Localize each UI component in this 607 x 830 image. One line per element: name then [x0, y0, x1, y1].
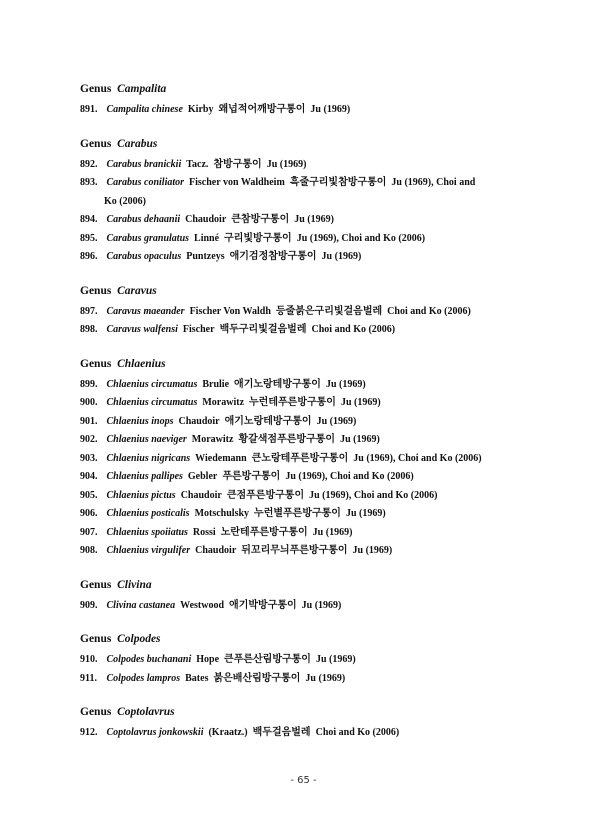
species-entry — [80, 321, 540, 340]
author-name: Puntzeys — [186, 251, 225, 262]
genus-heading — [80, 355, 540, 373]
species-name: Chlaenius spoiiatus — [106, 526, 188, 538]
genus-section — [80, 355, 540, 561]
reference: Ju (1969), Choi and Ko (2006) — [353, 452, 482, 464]
korean-name: 누런별푸른방구통이 — [254, 508, 341, 519]
author-name: Chaudoir — [195, 545, 237, 556]
genus-section — [80, 135, 540, 267]
entry-number: 899. — [80, 378, 98, 390]
species-entry — [80, 487, 540, 506]
genus-label: Genus — [80, 578, 112, 591]
genus-heading — [80, 80, 540, 98]
species-name: Chlaenius circumatus — [106, 378, 198, 390]
entry-number: 910. — [80, 654, 98, 665]
author-name: Linné — [194, 232, 220, 244]
species-name: Chlaenius virgulifer — [106, 545, 191, 556]
reference: Ju (1969) — [315, 654, 356, 665]
species-entry — [80, 156, 540, 175]
entry-number: 908. — [80, 545, 98, 556]
reference: Ju (1969) — [266, 158, 307, 170]
reference: Ju (1969) — [352, 545, 393, 556]
species-entry — [80, 670, 540, 689]
species-entry — [80, 248, 540, 267]
korean-name: 큰참방구통이 — [231, 214, 290, 225]
genus-heading — [80, 576, 540, 594]
species-name: Carabus branickii — [106, 158, 182, 170]
reference: Ju (1969), Choi and Ko (2006) — [285, 471, 414, 482]
page-number: - 65 - — [290, 775, 317, 786]
reference: Ju (1969) — [340, 434, 380, 445]
species-entry — [80, 101, 540, 120]
reference: Ju (1969) — [301, 599, 342, 611]
genus-name: Chlaenius — [117, 357, 166, 370]
reference-continuation: Ko (2006) — [104, 195, 146, 207]
entry-number: 900. — [80, 397, 98, 408]
korean-name: 참방구통이 — [213, 158, 262, 170]
korean-name: 노란테푸른방구통이 — [220, 526, 308, 538]
species-entry — [80, 724, 540, 743]
genus-heading — [80, 282, 540, 300]
reference: Ju (1969) — [325, 378, 366, 390]
genus-name: Campalita — [117, 83, 167, 95]
document-body — [80, 80, 540, 758]
korean-name: 큰점푸른방구통이 — [226, 489, 305, 501]
species-name: Caravus walfensi — [106, 324, 178, 335]
korean-name: 백두걸음벌레 — [252, 727, 311, 738]
author-name: Rossi — [192, 526, 216, 538]
species-name: Chlaenius posticalis — [106, 508, 190, 519]
genus-label: Genus — [80, 706, 112, 718]
species-entry — [80, 505, 540, 524]
entry-number: 896. — [80, 251, 98, 262]
author-name: Hope — [196, 654, 220, 665]
species-entry — [80, 230, 540, 249]
species-entry — [80, 376, 540, 395]
species-name: Chlaenius pictus — [106, 489, 176, 501]
genus-label: Genus — [80, 137, 112, 150]
genus-name: Caravus — [117, 284, 157, 297]
reference: Ju (1969), Choi and — [391, 177, 476, 188]
species-entry — [80, 524, 540, 543]
entry-number: 905. — [80, 489, 98, 501]
author-name: Tacz. — [186, 158, 209, 170]
korean-name: 구리빛방구통이 — [224, 232, 292, 244]
species-entry — [80, 431, 540, 450]
entry-number: 897. — [80, 305, 98, 317]
species-entry — [80, 597, 540, 616]
species-entry — [80, 211, 540, 230]
entry-number: 909. — [80, 599, 98, 611]
genus-name: Carabus — [117, 137, 158, 150]
entry-number: 898. — [80, 324, 98, 335]
species-name: Carabus opaculus — [106, 251, 182, 262]
species-entry — [80, 651, 540, 670]
reference: Ju (1969) — [310, 104, 351, 115]
author-name: Chaudoir — [178, 415, 220, 427]
author-name: Motschulsky — [194, 508, 250, 519]
reference: Choi and Ko (2006) — [311, 324, 396, 335]
reference: Ju (1969), Choi and Ko (2006) — [296, 232, 426, 244]
species-name: Chlaenius circumatus — [106, 397, 198, 408]
species-entry — [80, 542, 540, 561]
species-name: Colpodes lampros — [106, 672, 181, 684]
reference: Ju (1969), Choi and Ko (2006) — [309, 489, 438, 501]
species-name: Carabus dehaanii — [106, 214, 181, 225]
species-name: Chlaenius pallipes — [106, 471, 183, 482]
reference: Ju (1969) — [316, 415, 357, 427]
species-name: Chlaenius naeviger — [106, 434, 187, 445]
author-name: Fischer Von Waldh — [189, 305, 271, 317]
reference: Ju (1969) — [294, 214, 334, 225]
author-name: Gebler — [187, 471, 218, 482]
author-name: Bates — [185, 672, 209, 684]
species-name: Colpodes buchanani — [106, 654, 192, 665]
genus-heading — [80, 135, 540, 153]
entry-number: 906. — [80, 508, 98, 519]
korean-name: 애기노랑테방구통이 — [234, 378, 321, 390]
species-name: Carabus granulatus — [106, 232, 190, 244]
korean-name: 흑줄구리빛참방구통이 — [289, 177, 387, 188]
genus-heading — [80, 703, 540, 721]
entry-number: 895. — [80, 232, 98, 244]
korean-name: 누런테푸른방구통이 — [249, 397, 336, 408]
species-name: Carabus coniliator — [106, 177, 185, 188]
entry-number: 904. — [80, 471, 98, 482]
genus-name: Colpodes — [117, 633, 161, 645]
species-entry — [80, 450, 540, 469]
entry-number: 891. — [80, 104, 98, 115]
reference: Choi and Ko (2006) — [387, 305, 471, 317]
reference: Ju (1969) — [312, 526, 353, 538]
genus-name: Clivina — [117, 578, 152, 591]
reference: Ju (1969) — [305, 672, 346, 684]
author-name: Fischer — [182, 324, 215, 335]
genus-name: Coptolavrus — [117, 706, 175, 718]
genus-section — [80, 703, 540, 743]
author-name: Chaudoir — [185, 214, 227, 225]
korean-name: 애기박방구통이 — [229, 599, 297, 611]
entry-number: 901. — [80, 415, 98, 427]
reference: Ju (1969) — [321, 251, 362, 262]
genus-section — [80, 630, 540, 688]
entry-number: 894. — [80, 214, 98, 225]
author-name: (Kraatz.) — [208, 727, 248, 738]
genus-section — [80, 576, 540, 616]
korean-name: 큰노랑테푸른방구통이 — [251, 452, 349, 464]
entry-number: 893. — [80, 177, 98, 188]
korean-name: 왜넙적어깨방구통이 — [218, 104, 306, 115]
entry-number: 912. — [80, 727, 98, 738]
genus-section — [80, 80, 540, 120]
korean-name: 큰푸른산림방구통이 — [224, 654, 311, 665]
species-name: Clivina castanea — [106, 599, 176, 611]
korean-name: 백두구리빛걸음벌레 — [219, 324, 307, 335]
entry-number: 892. — [80, 158, 98, 170]
korean-name: 붉은배산림방구통이 — [213, 672, 301, 684]
species-name: Chlaenius inops — [106, 415, 174, 427]
species-name: Caravus maeander — [106, 305, 185, 317]
species-entry — [80, 174, 540, 211]
genus-label: Genus — [80, 357, 112, 370]
author-name: Kirby — [187, 104, 214, 115]
author-name: Westwood — [180, 599, 225, 611]
genus-label: Genus — [80, 633, 112, 645]
korean-name: 푸른방구통이 — [222, 471, 281, 482]
genus-label: Genus — [80, 83, 112, 95]
reference: Ju (1969) — [345, 508, 386, 519]
author-name: Fischer von Waldheim — [189, 177, 285, 188]
korean-name: 뒤꼬리무늬푸른방구통이 — [241, 545, 348, 556]
genus-label: Genus — [80, 284, 112, 297]
korean-name: 황갈색점푸른방구통이 — [238, 434, 336, 445]
genus-section — [80, 282, 540, 340]
species-entry — [80, 468, 540, 487]
entry-number: 911. — [80, 672, 97, 684]
reference: Ju (1969) — [340, 397, 381, 408]
species-entry — [80, 413, 540, 432]
author-name: Wiedemann — [195, 452, 247, 464]
korean-name: 등줄붉은구리빛걸음벌레 — [275, 305, 383, 317]
author-name: Brulie — [202, 378, 230, 390]
species-name: Coptolavrus jonkowskii — [106, 727, 204, 738]
species-entry — [80, 303, 540, 322]
korean-name: 애기검정참방구통이 — [229, 251, 317, 262]
entry-number: 903. — [80, 452, 98, 464]
species-name: Chlaenius nigricans — [106, 452, 191, 464]
entry-number: 907. — [80, 526, 98, 538]
genus-list — [80, 80, 540, 743]
author-name: Morawitz — [202, 397, 245, 408]
reference: Choi and Ko (2006) — [315, 727, 400, 738]
species-entry — [80, 394, 540, 413]
entry-number: 902. — [80, 434, 98, 445]
species-name: Campalita chinese — [106, 104, 183, 115]
korean-name: 애기노랑테방구통이 — [224, 415, 312, 427]
author-name: Morawitz — [191, 434, 234, 445]
author-name: Chaudoir — [180, 489, 222, 501]
genus-heading — [80, 630, 540, 648]
